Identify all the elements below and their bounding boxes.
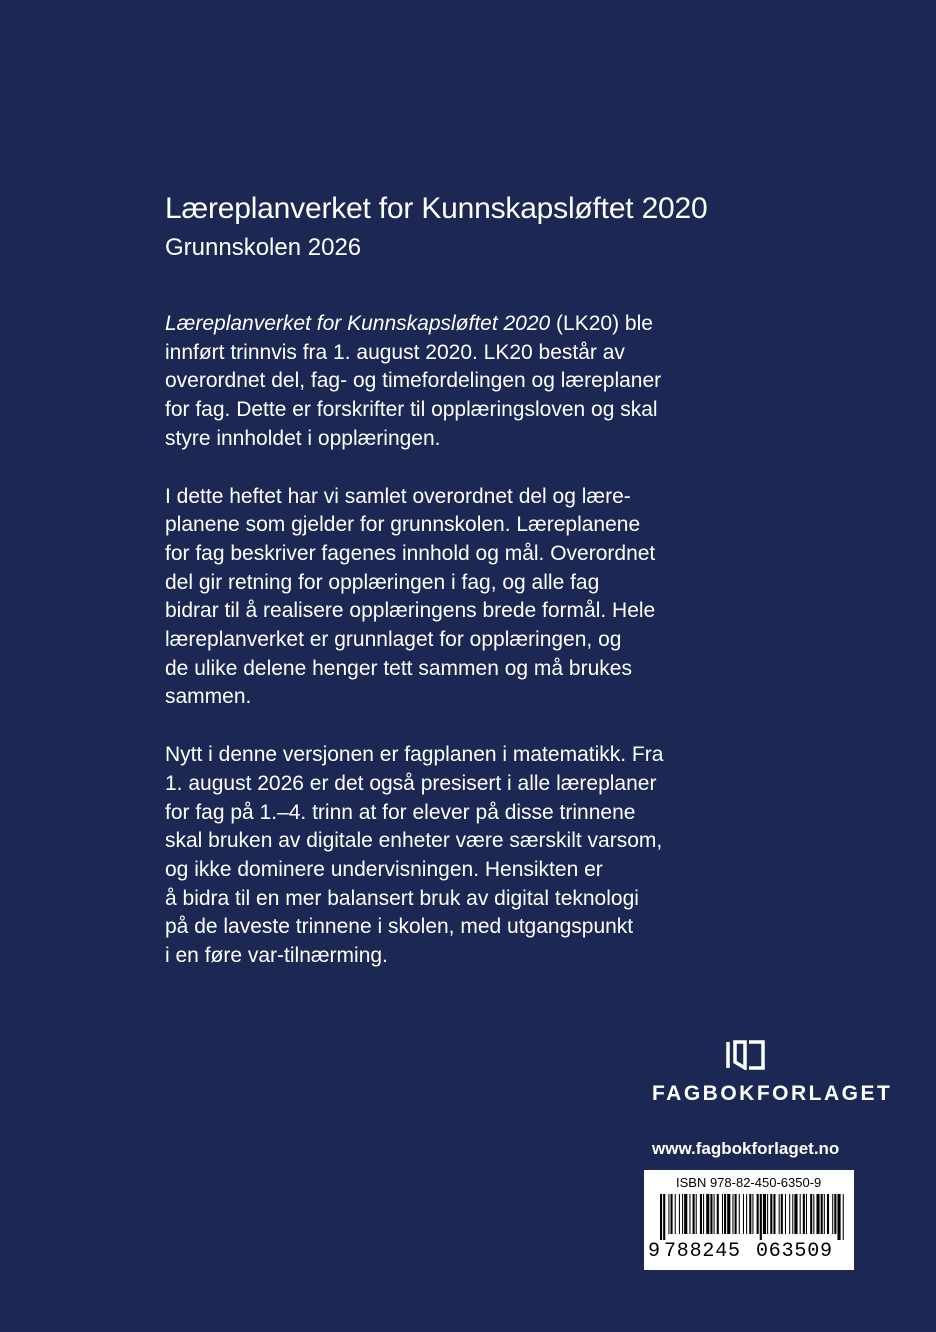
fagbokforlaget-logo-icon: [725, 1040, 767, 1070]
title-block: [165, 190, 865, 264]
paragraph-1-line: innført trinnvis fra 1. august 2020. LK20 består av: [165, 340, 625, 364]
barcode-bar: [749, 1194, 751, 1234]
barcode-bar: [821, 1194, 823, 1234]
paragraph-1-line: styre innholdet i opplæringen.: [165, 426, 441, 450]
barcode-bar: [752, 1194, 753, 1234]
barcode-bar: [834, 1194, 836, 1234]
barcode-bar: [767, 1194, 768, 1234]
barcode-bar: [743, 1194, 744, 1234]
paragraph-2-line: læreplanverket er grunnlaget for opplæringen, og: [165, 628, 622, 652]
paragraph-2-line: for fag beskriver fagenes innhold og mål. Overordnet: [165, 541, 656, 565]
barcode-bar: [660, 1194, 662, 1240]
barcode-bar: [706, 1194, 709, 1234]
barcode-bar: [739, 1194, 740, 1234]
publisher-name: FAGBOKFORLAGET: [652, 1082, 893, 1105]
paragraph-3-line: i en føre var-tilnærming.: [165, 944, 388, 968]
barcode-bar: [722, 1194, 723, 1234]
barcode-bar: [810, 1194, 812, 1234]
paragraph-3: [165, 741, 765, 971]
barcode-bar: [732, 1194, 733, 1234]
paragraph-3-line: 1. august 2026 er det også presisert i alle læreplaner: [165, 771, 657, 795]
barcode-bar: [806, 1194, 807, 1234]
paragraph-3-line: skal bruken av digitale enheter være særskilt varsom,: [165, 829, 663, 853]
barcode-bar: [824, 1194, 825, 1234]
barcode-bar: [700, 1194, 702, 1234]
paragraph-1-line: overordnet del, fag- og timefordelingen og læreplaner: [165, 369, 662, 393]
barcode-digit-group-2: 063509: [756, 1240, 833, 1263]
barcode-bar: [803, 1194, 805, 1234]
barcode-bar: [779, 1194, 780, 1234]
barcode-bar: [696, 1194, 697, 1234]
paragraph-2-line: del gir retning for opplæringen i fag, og alle fag: [165, 570, 600, 594]
barcode-digit-first: 9: [648, 1240, 661, 1263]
barcode-bar: [813, 1194, 814, 1234]
barcode-bar: [781, 1194, 783, 1234]
paragraph-2: [165, 483, 765, 713]
book-title: Læreplanverket for Kunnskapsløftet 2020: [165, 192, 708, 225]
barcode-bar: [794, 1194, 797, 1234]
barcode: [648, 1194, 850, 1240]
barcode-bar: [843, 1194, 844, 1240]
barcode-bar: [675, 1194, 676, 1234]
paragraph-2-line: planene som gjelder for grunnskolen. Læreplanene: [165, 513, 641, 537]
barcode-bar: [668, 1194, 669, 1234]
barcode-bar: [760, 1194, 762, 1240]
barcode-bar: [693, 1194, 695, 1234]
barcode-bar: [679, 1194, 680, 1234]
publisher-logo: [640, 1040, 893, 1110]
barcode-bar: [735, 1194, 737, 1234]
publisher-url[interactable]: www.fagbokforlaget.no: [652, 1139, 840, 1158]
paragraph-3-line: på de laveste trinnene i skolen, med utgangspunkt: [165, 915, 634, 939]
paragraph-3-line: Nytt i denne versjonen er fagplanen i matematikk. Fra: [165, 743, 664, 767]
barcode-bar: [714, 1194, 715, 1234]
barcode-bar: [773, 1194, 775, 1234]
paragraph-3-line: å bidra til en mer balansert bruk av digital teknologi: [165, 886, 639, 910]
paragraph-2-line: bidrar til å realisere opplæringens brede formål. Hele: [165, 599, 656, 623]
barcode-bar: [832, 1194, 833, 1234]
paragraph-3-line: og ikke dominere undervisningen. Hensikten er: [165, 857, 603, 881]
barcode-bar: [827, 1194, 829, 1234]
barcode-bar: [671, 1194, 673, 1234]
paragraph-1-line: for fag. Dette er forskrifter til opplæringsloven og skal: [165, 398, 658, 422]
paragraph-2-line: I dette heftet har vi samlet overordnet del og lære-: [165, 484, 631, 508]
paragraph-2-line: de ulike delene henger tett sammen og må brukes: [165, 656, 632, 680]
barcode-bar: [710, 1194, 712, 1234]
barcode-bar: [703, 1194, 704, 1234]
barcode-bar: [727, 1194, 730, 1234]
paragraph-2-line: sammen.: [165, 685, 252, 709]
barcode-bar: [757, 1194, 759, 1234]
barcode-bar: [816, 1194, 819, 1234]
barcode-bar: [684, 1194, 687, 1234]
paragraph-1-italic: Læreplanverket for Kunnskapsløftet 2020: [165, 312, 551, 335]
barcode-bar: [746, 1194, 747, 1234]
barcode-bar: [763, 1194, 766, 1234]
isbn-label: ISBN 978-82-450-6350-9: [676, 1175, 822, 1190]
paragraph-1: [165, 310, 765, 454]
paragraph-1-line-1-rest: (LK20) ble: [550, 312, 653, 335]
paragraph-3-line: for fag på 1.–4. trinn at for elever på disse trinnene: [165, 800, 636, 824]
book-subtitle: Grunnskolen 2026: [165, 234, 362, 261]
blurb: [165, 310, 765, 1000]
barcode-bar: [800, 1194, 801, 1234]
barcode-bar: [717, 1194, 719, 1234]
barcode-bar: [682, 1194, 683, 1234]
barcode-bar: [789, 1194, 790, 1234]
barcode-bar: [663, 1194, 665, 1240]
barcode-bar: [724, 1194, 726, 1234]
barcode-box: [644, 1170, 854, 1270]
barcode-bar: [785, 1194, 786, 1234]
barcode-bar: [837, 1194, 840, 1240]
barcode-bar: [770, 1194, 772, 1234]
barcode-bar: [689, 1194, 690, 1234]
barcode-digit-group-1: 788245: [664, 1240, 741, 1263]
barcode-bar: [792, 1194, 793, 1234]
